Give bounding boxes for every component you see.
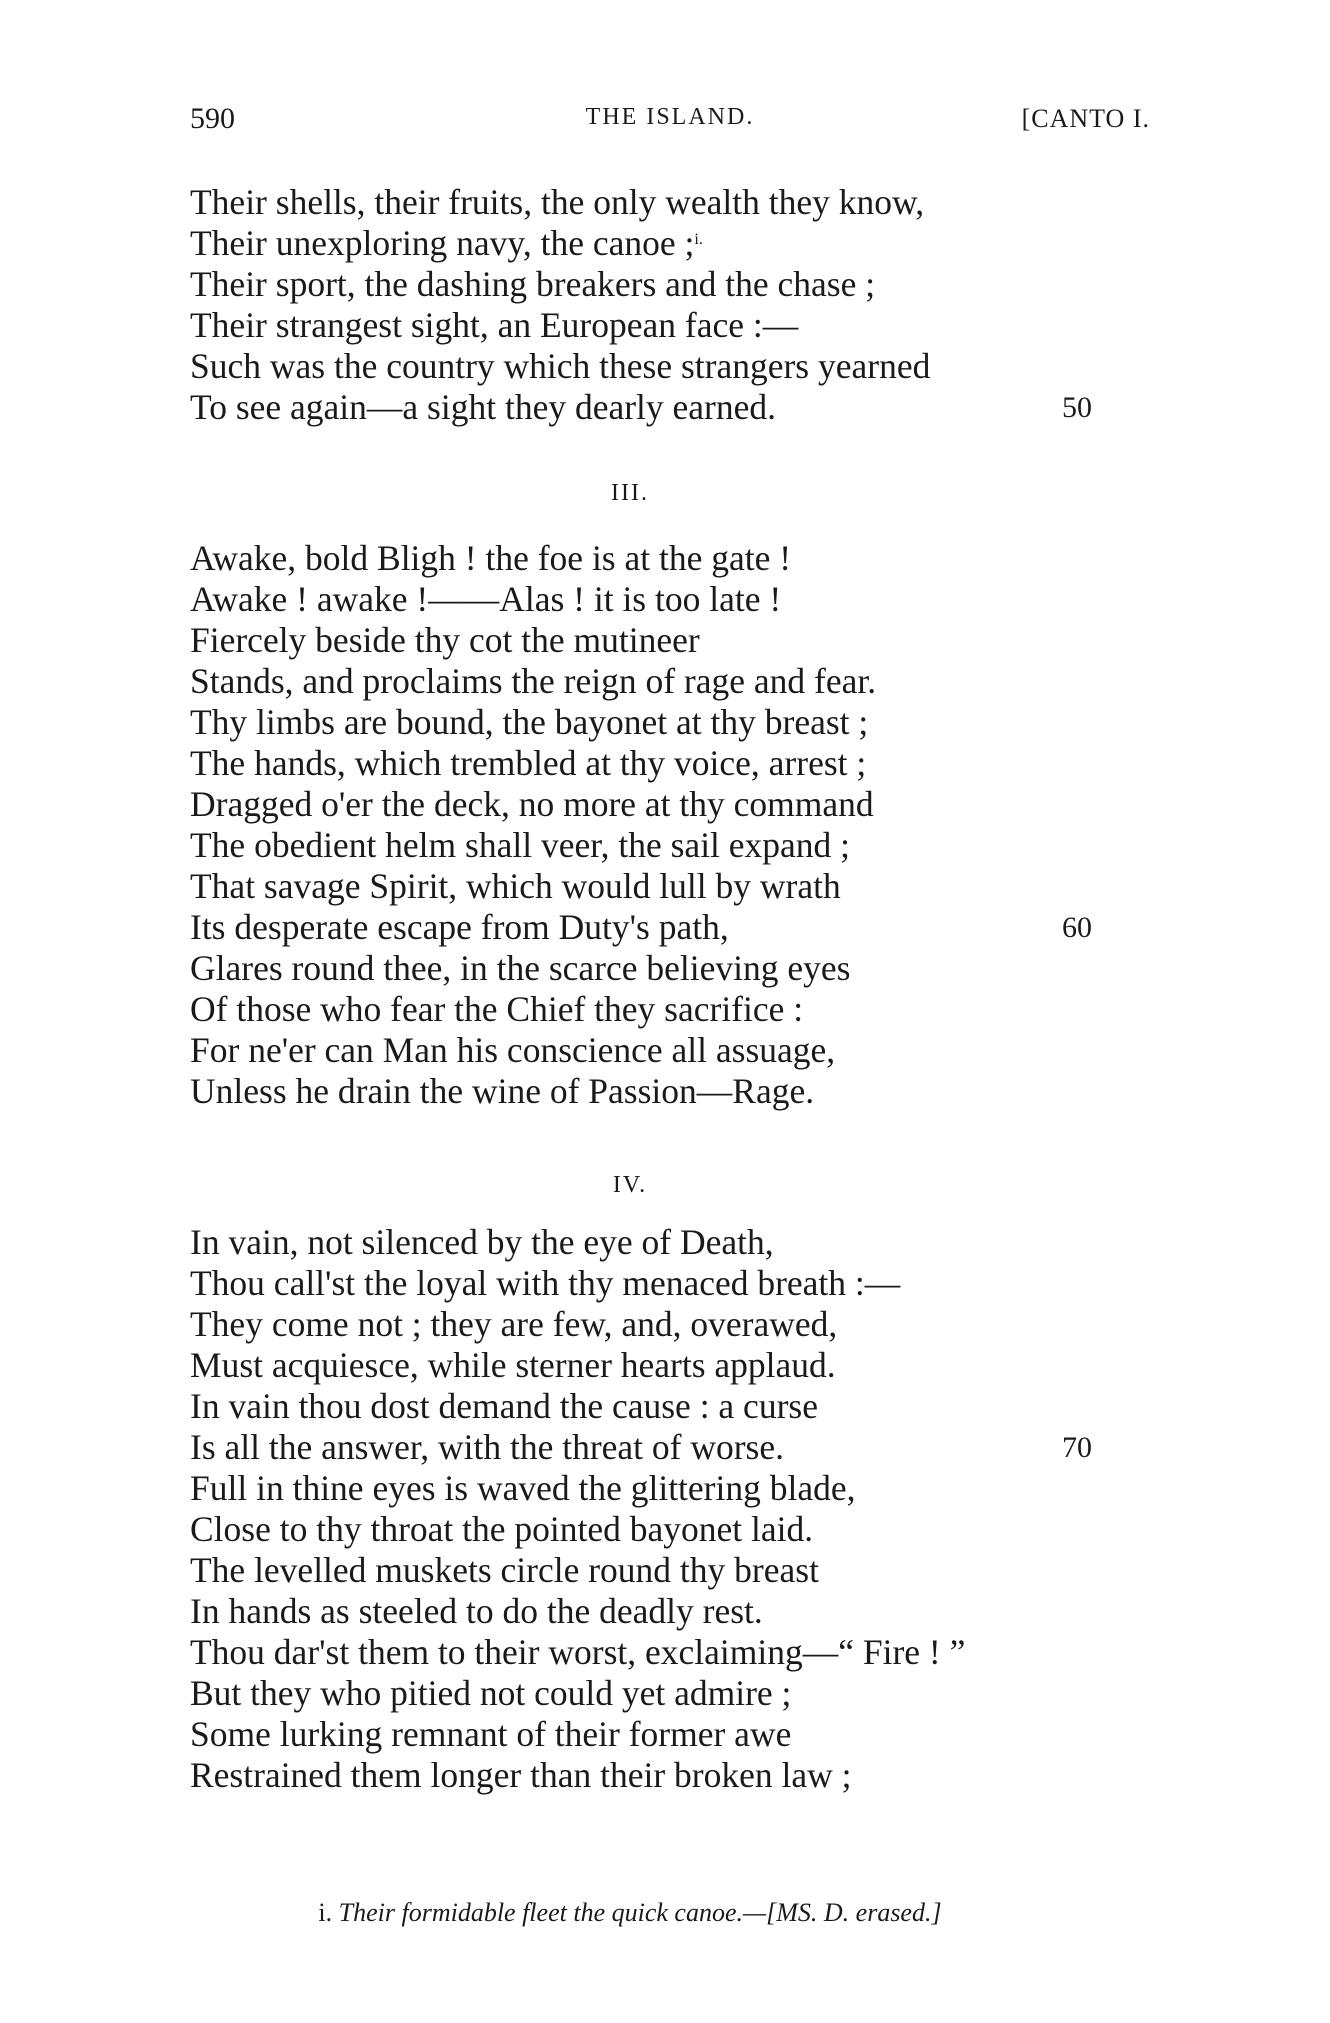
verse-text: Their unexploring navy, the canoe ; — [190, 223, 695, 263]
verse-text: In vain, not silenced by the eye of Death, — [190, 1222, 774, 1262]
stanza-iii — [190, 538, 1150, 1112]
verse-text: Its desperate escape from Duty's path, — [190, 907, 729, 947]
verse-line — [190, 1222, 1150, 1263]
verse-text: Of those who fear the Chief they sacrifice : — [190, 989, 804, 1029]
verse-line — [190, 579, 1150, 620]
verse-text: Glares round thee, in the scarce believing eyes — [190, 948, 851, 988]
verse-text: Full in thine eyes is waved the glittering blade, — [190, 1468, 856, 1508]
verse-line — [190, 989, 1150, 1030]
line-number: 60 — [1062, 911, 1092, 944]
verse-text: Unless he drain the wine of Passion—Rage. — [190, 1071, 815, 1111]
verse-line — [190, 1304, 1150, 1345]
verse-line — [190, 1591, 1150, 1632]
verse-text: In hands as steeled to do the deadly rest. — [190, 1591, 763, 1631]
verse-text: Awake, bold Bligh ! the foe is at the gate ! — [190, 538, 792, 578]
verse-line — [190, 346, 1150, 387]
verse-text: Close to thy throat the pointed bayonet laid. — [190, 1509, 814, 1549]
verse-text: The obedient helm shall veer, the sail expand ; — [190, 825, 851, 865]
page-header — [190, 102, 1150, 142]
verse-line — [190, 1468, 1150, 1509]
verse-line — [190, 907, 1150, 948]
verse-text: That savage Spirit, which would lull by wrath — [190, 866, 841, 906]
line-number: 50 — [1062, 391, 1092, 424]
canto-label: [CANTO I. — [1021, 104, 1150, 133]
verse-text: Their strangest sight, an European face :— — [190, 305, 799, 345]
verse-line — [190, 305, 1150, 346]
verse-line — [190, 661, 1150, 702]
verse-text: Thy limbs are bound, the bayonet at thy breast ; — [190, 702, 869, 742]
verse-line — [190, 1755, 1150, 1796]
verse-text: Must acquiesce, while sterner hearts applaud. — [190, 1345, 836, 1385]
stanza-number-iv: IV. — [612, 1172, 648, 1198]
verse-text: Their shells, their fruits, the only wealth they know, — [190, 182, 925, 222]
verse-text: Is all the answer, with the threat of worse. — [190, 1427, 785, 1467]
verse-line — [190, 743, 1150, 784]
verse-line — [190, 1263, 1150, 1304]
verse-line — [190, 620, 1150, 661]
running-title: THE ISLAND. — [585, 104, 755, 130]
verse-line — [190, 264, 1150, 305]
verse-text: Thou dar'st them to their worst, exclaiming—“ Fire ! ” — [190, 1632, 966, 1672]
verse-line — [190, 784, 1150, 825]
footnote-reference: i. — [694, 231, 703, 248]
footnote-label: i. — [318, 1898, 333, 1927]
verse-text: For ne'er can Man his conscience all assuage, — [190, 1030, 836, 1070]
verse-line — [190, 1509, 1150, 1550]
verse-line — [190, 223, 1150, 264]
verse-text: Such was the country which these strangers yearned — [190, 346, 931, 386]
page-number: 590 — [190, 102, 235, 135]
verse-line — [190, 948, 1150, 989]
verse-text: Their sport, the dashing breakers and the chase ; — [190, 264, 876, 304]
verse-text: They come not ; they are few, and, overawed, — [190, 1304, 838, 1344]
verse-text: Fiercely beside thy cot the mutineer — [190, 620, 700, 660]
verse-text: The hands, which trembled at thy voice, arrest ; — [190, 743, 867, 783]
verse-text: Stands, and proclaims the reign of rage and fear. — [190, 661, 877, 701]
stanza-number-iii: III. — [611, 480, 649, 506]
verse-text: To see again—a sight they dearly earned. — [190, 387, 776, 427]
verse-line — [190, 1673, 1150, 1714]
verse-line — [190, 702, 1150, 743]
verse-text: Some lurking remnant of their former awe — [190, 1714, 792, 1754]
stanza-iv — [190, 1222, 1150, 1796]
verse-line — [190, 866, 1150, 907]
verse-text: The levelled muskets circle round thy breast — [190, 1550, 819, 1590]
stanza-continuation — [190, 182, 1150, 428]
verse-line — [190, 538, 1150, 579]
verse-line — [190, 1550, 1150, 1591]
line-number: 70 — [1062, 1431, 1092, 1464]
verse-line — [190, 825, 1150, 866]
footnote-text: Their formidable fleet the quick canoe.—[MS. D. erased.] — [338, 1898, 942, 1927]
verse-line — [190, 387, 1150, 428]
verse-text: Thou call'st the loyal with thy menaced breath :— — [190, 1263, 901, 1303]
verse-line — [190, 1632, 1150, 1673]
verse-line — [190, 1345, 1150, 1386]
verse-text: Awake ! awake !——Alas ! it is too late ! — [190, 579, 782, 619]
verse-line — [190, 1427, 1150, 1468]
verse-text: But they who pitied not could yet admire ; — [190, 1673, 792, 1713]
verse-line — [190, 182, 1150, 223]
verse-line — [190, 1030, 1150, 1071]
verse-text: Dragged o'er the deck, no more at thy command — [190, 784, 874, 824]
verse-line — [190, 1071, 1150, 1112]
verse-text: In vain thou dost demand the cause : a curse — [190, 1386, 818, 1426]
footnote — [190, 1898, 1070, 1928]
verse-line — [190, 1714, 1150, 1755]
verse-text: Restrained them longer than their broken law ; — [190, 1755, 852, 1795]
verse-line — [190, 1386, 1150, 1427]
